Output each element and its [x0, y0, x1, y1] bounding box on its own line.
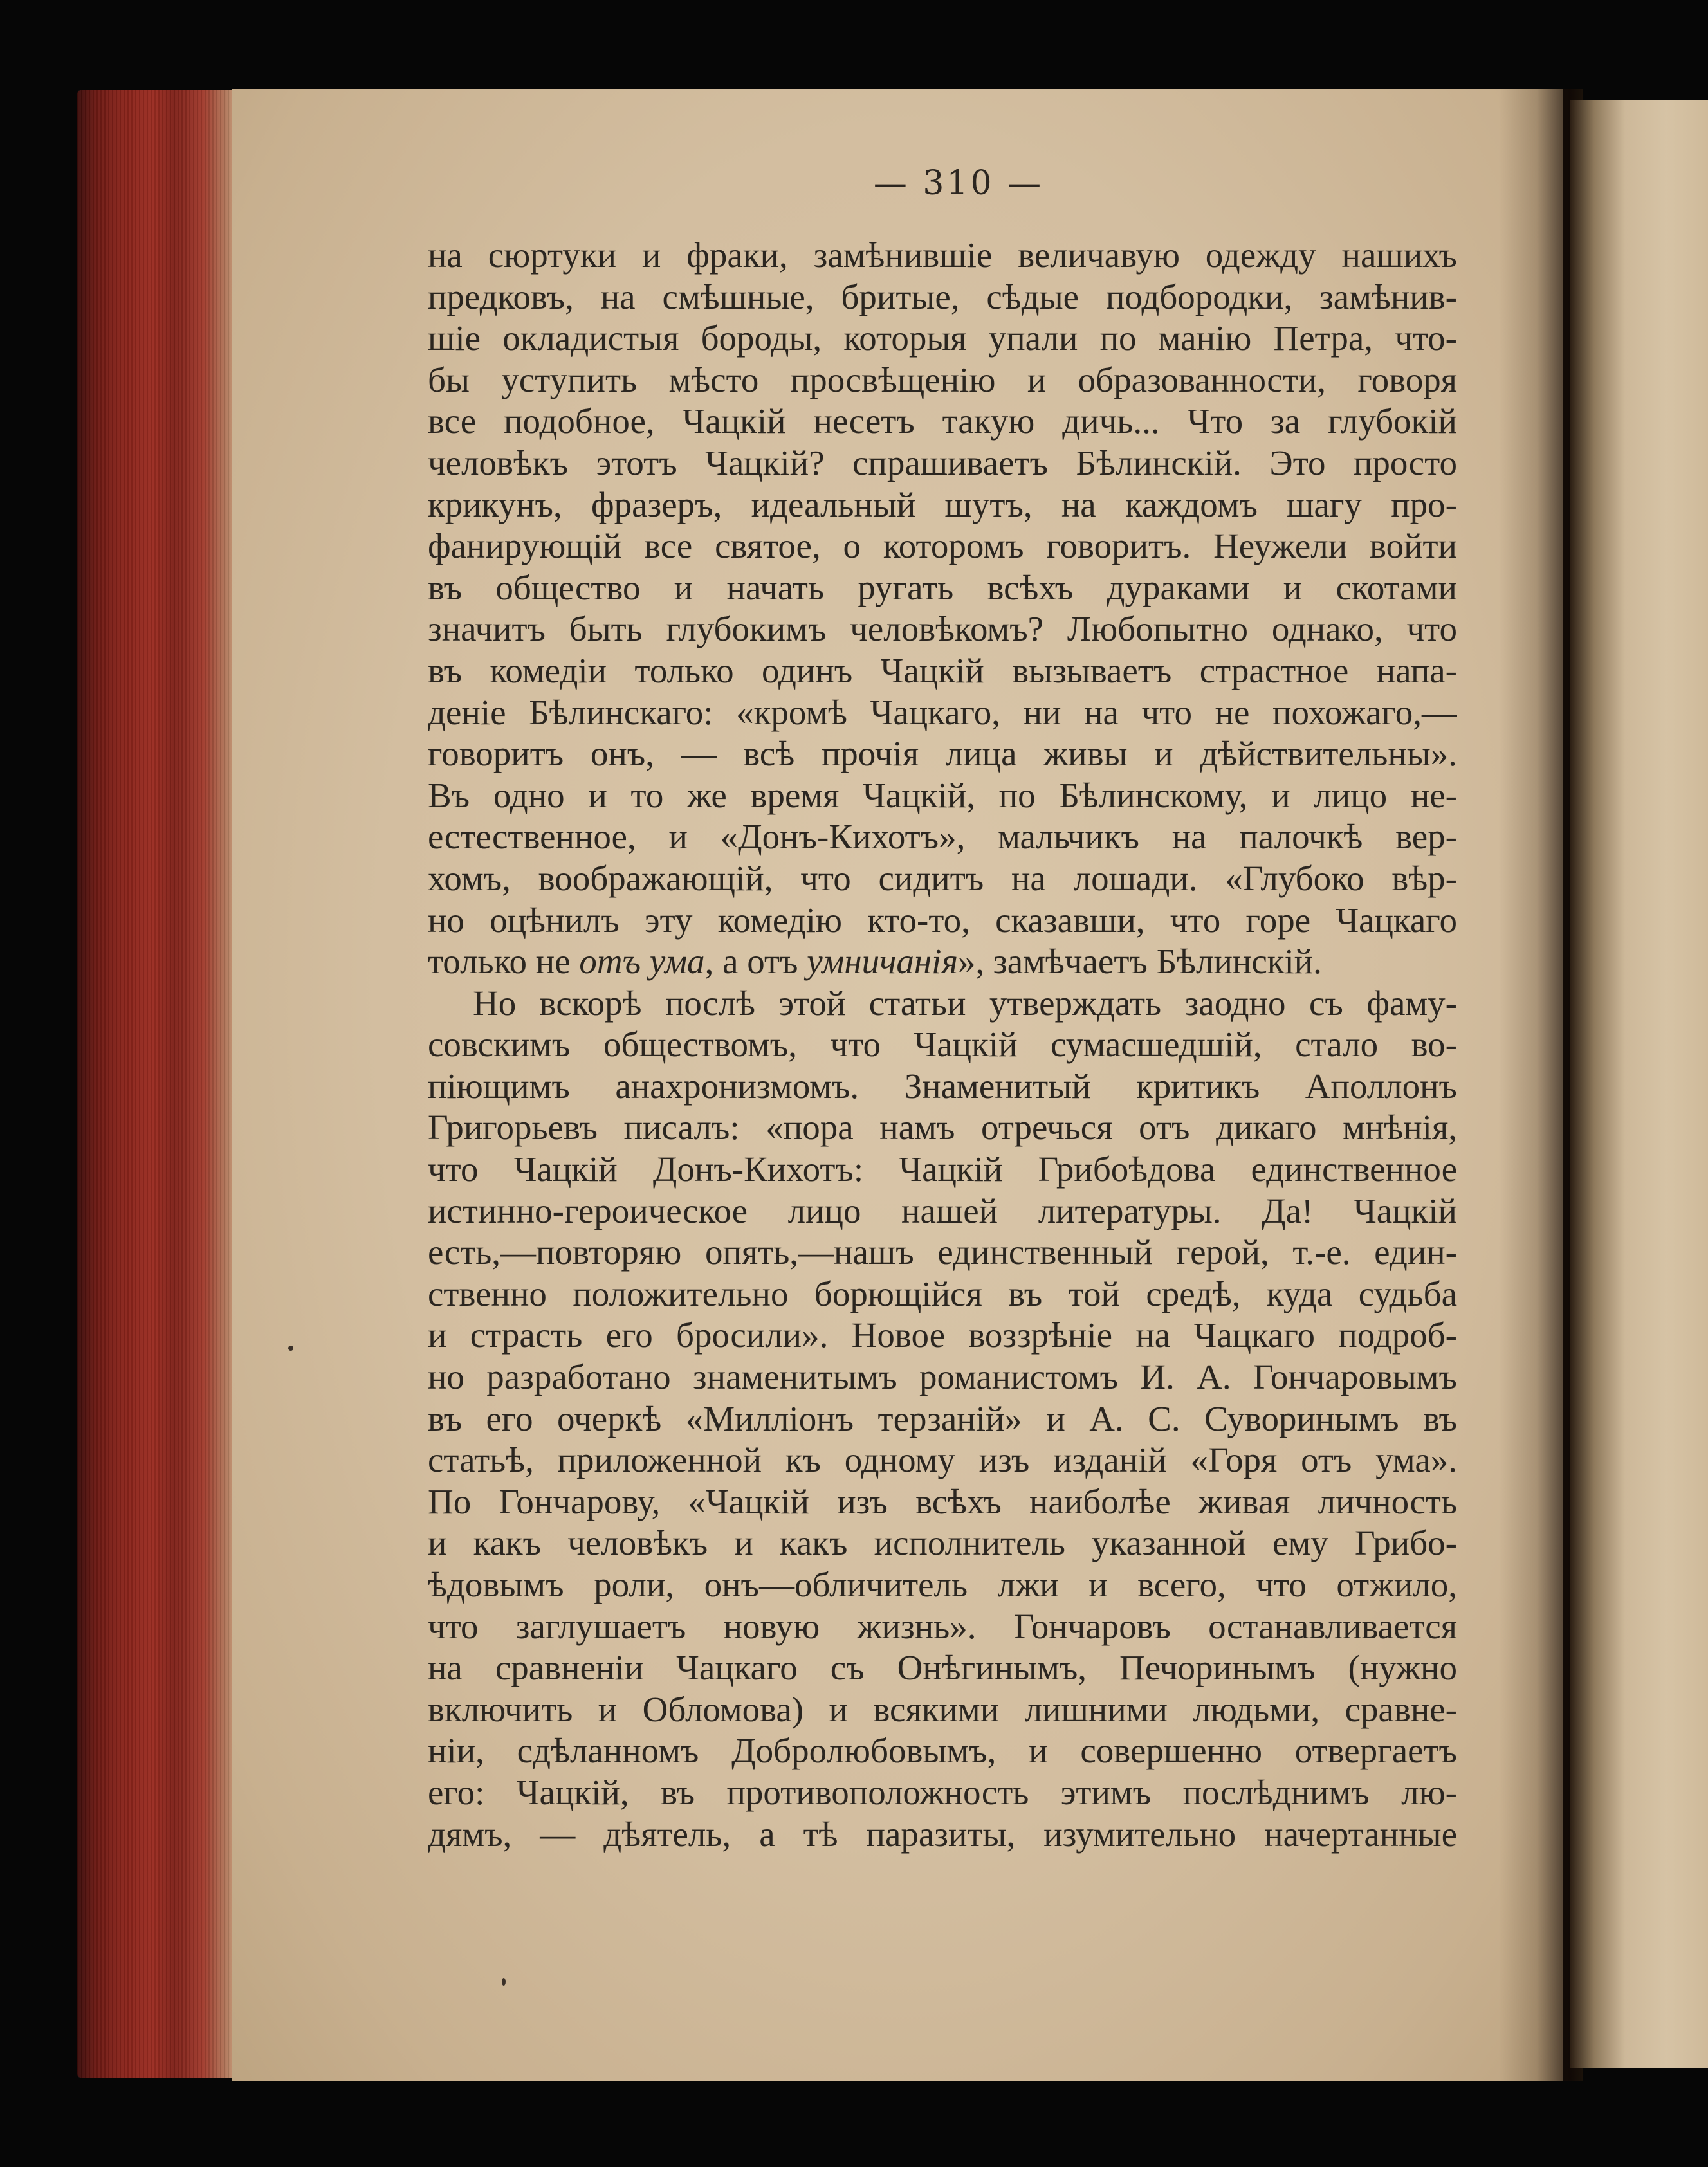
text-line: что Чацкій Донъ-Кихотъ: Чацкій Грибоѣдова единственное [428, 1149, 1457, 1189]
text-line: и какъ человѣкъ и какъ исполнитель указанной ему Грибо- [428, 1523, 1457, 1563]
italic-fragment: умничанія [807, 942, 959, 982]
book-page-edges [77, 90, 238, 2078]
paragraph-start: Но вскорѣ послѣ этой статьи утверждать заодно съ фаму- [473, 983, 1457, 1023]
text-line: фанирующій все святое, о которомъ говоритъ. Неужели войти [428, 526, 1457, 566]
text-line: естественное, и «Донъ-Кихотъ», мальчикъ на палочкѣ вер- [428, 817, 1457, 857]
text-line: истинно-героическое лицо нашей литературы. Да! Чацкій [428, 1191, 1457, 1230]
text-line: статьѣ, приложенной къ одному изъ изданій «Горя отъ ума». [428, 1440, 1457, 1480]
text-fragment: , а отъ [704, 942, 807, 982]
text-fragment: только не [428, 942, 580, 982]
text-line: что заглушаетъ новую жизнь». Гончаровъ останавливается [428, 1606, 1457, 1646]
text-line: человѣкъ этотъ Чацкій? спрашиваетъ Бѣлинскій. Это просто [428, 443, 1457, 482]
text-line: деніе Бѣлинскаго: «кромѣ Чацкаго, ни на что не похожаго,— [428, 692, 1457, 732]
text-line: ственно положительно борющійся въ той средѣ, куда судьба [428, 1274, 1457, 1313]
text-line: ѣдовымъ роли, онъ—обличитель лжи и всего, что отжило, [428, 1565, 1457, 1604]
facing-page [1570, 100, 1708, 2068]
text-line: шіе окладистыя бороды, которыя упали по манію Петра, что- [428, 318, 1457, 358]
text-line: значитъ быть глубокимъ человѣкомъ? Любопытно однако, что [428, 609, 1457, 649]
text-line: Въ одно и то же время Чацкій, по Бѣлинскому, и лицо не- [428, 775, 1457, 815]
text-line-italic [428, 941, 1457, 983]
text-line: въ комедіи только одинъ Чацкій вызываетъ страстное напа- [428, 650, 1457, 690]
text-line: въ общество и начать ругать всѣхъ дураками и скотами [428, 567, 1457, 607]
text-line: но разработано знаменитымъ романистомъ И. А. Гончаровымъ [428, 1357, 1457, 1397]
text-line: все подобное, Чацкій несетъ такую дичь... Что за глубокій [428, 401, 1457, 441]
text-fragment: », замѣчаетъ Бѣлинскій. [958, 942, 1322, 982]
text-line: хомъ, воображающій, что сидитъ на лошади. «Глубоко вѣр- [428, 858, 1457, 898]
page-number: — 310 — [873, 164, 1044, 203]
text-line: ніи, сдѣланномъ Добролюбовымъ, и совершенно отвергаетъ [428, 1731, 1457, 1771]
text-line: въ его очеркѣ «Милліонъ терзаній» и А. С. Суворинымъ въ [428, 1398, 1457, 1438]
paper-speck [502, 1978, 506, 1986]
text-line: піющимъ анахронизмомъ. Знаменитый критикъ Аполлонъ [428, 1066, 1457, 1106]
text-line: но оцѣнилъ эту комедію кто-то, сказавши, что горе Чацкаго [428, 900, 1457, 940]
text-line: совскимъ обществомъ, что Чацкій сумасшедшій, стало во- [428, 1025, 1457, 1065]
text-line: включить и Обломова) и всякими лишними людьми, сравне- [428, 1689, 1457, 1729]
text-line: дямъ, — дѣятель, а тѣ паразиты, изумительно начертанные [428, 1814, 1457, 1854]
text-line: Григорьевъ писалъ: «пора намъ отречься отъ дикаго мнѣнія, [428, 1108, 1457, 1148]
paper-speck [288, 1346, 293, 1351]
text-line: По Гончарову, «Чацкій изъ всѣхъ наиболѣе живая личность [428, 1481, 1457, 1521]
text-line: крикунъ, фразеръ, идеальный шутъ, на каждомъ шагу про- [428, 484, 1457, 524]
text-line: бы уступить мѣсто просвѣщенію и образованности, говоря [428, 360, 1457, 399]
text-line: говоритъ онъ, — всѣ прочія лица живы и дѣйствительны». [428, 734, 1457, 774]
text-line: его: Чацкій, въ противоположность этимъ послѣднимъ лю- [428, 1772, 1457, 1812]
text-line: есть,—повторяю опять,—нашъ единственный герой, т.-е. един- [428, 1232, 1457, 1272]
italic-fragment: отъ ума [579, 942, 705, 982]
body-text [428, 235, 1457, 1855]
text-line: на сюртуки и фраки, замѣнившіе величавую одежду нашихъ [428, 235, 1457, 275]
text-line: и страсть его бросили». Новое воззрѣніе на Чацкаго подроб- [428, 1315, 1457, 1355]
text-line: на сравненіи Чацкаго съ Онѣгинымъ, Печоринымъ (нужно [428, 1648, 1457, 1688]
text-line: предковъ, на смѣшные, бритые, сѣдые подбородки, замѣнив- [428, 277, 1457, 316]
